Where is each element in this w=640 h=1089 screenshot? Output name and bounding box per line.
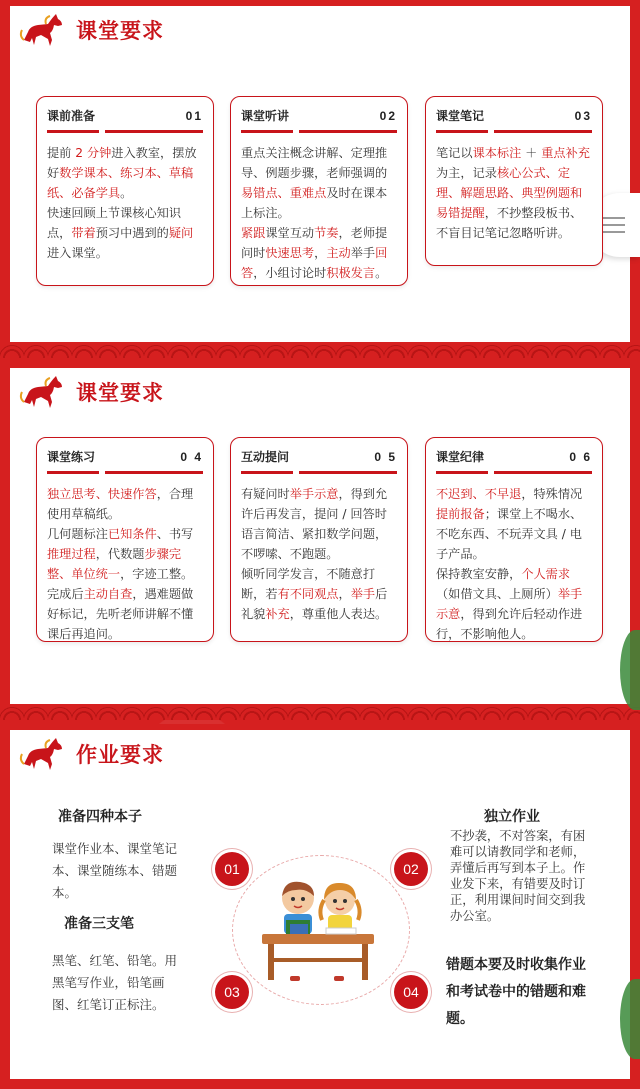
horse-logo-icon bbox=[16, 372, 68, 412]
body-text: （如借文具、上厕所） bbox=[436, 587, 558, 601]
scallop-border bbox=[0, 704, 640, 720]
body-text: 几何题标注 bbox=[47, 527, 108, 541]
card-number: 0 5 bbox=[374, 450, 397, 464]
highlight-text: 举手 bbox=[350, 587, 376, 601]
slide-header bbox=[16, 10, 164, 50]
card-paragraph bbox=[436, 143, 592, 243]
card-paragraph bbox=[436, 484, 592, 564]
body-text: 、书写 bbox=[156, 527, 194, 541]
highlight-text: 快速思考 bbox=[265, 246, 315, 260]
card-paragraph bbox=[241, 484, 397, 564]
body-text: ，代数题 bbox=[95, 547, 145, 561]
card-paragraph bbox=[47, 584, 203, 644]
card-header bbox=[241, 107, 397, 127]
card-header bbox=[436, 107, 592, 127]
highlight-text: 主动自查 bbox=[83, 587, 133, 601]
card-body bbox=[47, 143, 203, 263]
children-reading-illustration bbox=[256, 878, 380, 982]
card-divider bbox=[47, 471, 203, 474]
highlight-text: 重点补充 bbox=[541, 146, 590, 160]
card-number: 02 bbox=[379, 109, 397, 123]
card-body bbox=[241, 143, 397, 283]
card-title: 互动提问 bbox=[241, 450, 290, 464]
highlight-text: 紧跟 bbox=[241, 226, 266, 240]
card-number: 03 bbox=[574, 109, 592, 123]
hw-heading-independent: 独立作业 bbox=[484, 809, 540, 825]
card-header bbox=[436, 448, 592, 468]
body-text: 为主，记录 bbox=[436, 166, 497, 180]
highlight-text: 2 分钟 bbox=[75, 146, 112, 160]
highlight-text: 步骤完整、单位统一 bbox=[47, 547, 182, 581]
body-text: 倾听同学发言，不随意打断，若 bbox=[241, 567, 376, 601]
body-text: ，特殊情况 bbox=[521, 487, 583, 501]
hw-heading-pens: 准备三支笔 bbox=[64, 916, 134, 932]
highlight-text: 易错点、重难点 bbox=[241, 186, 327, 200]
highlight-text: 举手示意 bbox=[436, 587, 583, 621]
slide-title: 课堂要求 bbox=[76, 19, 164, 43]
number-badge-02: 02 bbox=[394, 852, 428, 886]
body-text: ， bbox=[338, 587, 351, 601]
highlight-text: 有不同观点 bbox=[277, 587, 339, 601]
highlight-text: 独立思考、快速作答 bbox=[47, 487, 157, 501]
hw-text-independent: 不抄袭，不对答案，有困难可以请教同学和老师，弄懂后再写到本子上。作业发下来，有错要及时订正，利用课间时间交到我办公室。 bbox=[450, 829, 586, 923]
body-text: 完成后 bbox=[47, 587, 84, 601]
slide-header bbox=[16, 734, 164, 774]
horse-logo-icon bbox=[16, 10, 68, 50]
card-body bbox=[47, 484, 203, 644]
card-title: 课堂练习 bbox=[47, 450, 96, 464]
requirement-card bbox=[36, 437, 214, 642]
card-title: 课前准备 bbox=[47, 109, 96, 123]
highlight-text: 疑问 bbox=[168, 226, 194, 240]
highlight-text: 主动 bbox=[326, 246, 351, 260]
card-header bbox=[47, 107, 203, 127]
highlight-text: 个人需求 bbox=[521, 567, 571, 581]
card-paragraph bbox=[241, 223, 397, 283]
body-text: ，字迹工整。 bbox=[120, 567, 194, 581]
highlight-text: 举手示意 bbox=[289, 487, 339, 501]
card-paragraph bbox=[436, 564, 592, 644]
body-text: 重点关注概念讲解、定理推导、例题步骤，老师强调的 bbox=[241, 146, 388, 180]
body-text: ，小组讨论时 bbox=[253, 266, 327, 280]
hw-heading-notebooks: 准备四种本子 bbox=[58, 809, 142, 825]
number-badge-01: 01 bbox=[215, 852, 249, 886]
body-text: ，合理使用草稿纸。 bbox=[47, 487, 194, 521]
highlight-text: 提前报备 bbox=[436, 507, 485, 521]
hw-text-mistakes: 错题本要及时收集作业和考试卷中的错题和难题。 bbox=[446, 957, 586, 1027]
requirement-card bbox=[230, 96, 408, 286]
card-paragraph bbox=[241, 143, 397, 223]
card-divider bbox=[241, 471, 397, 474]
card-number: 01 bbox=[185, 109, 203, 123]
hw-text-notebooks: 课堂作业本、课堂笔记本、课堂随练本、错题本。 bbox=[52, 841, 178, 900]
highlight-text: 推理过程 bbox=[47, 547, 96, 561]
card-paragraph bbox=[241, 564, 397, 624]
highlight-text: 节奏 bbox=[314, 226, 339, 240]
card-header bbox=[47, 448, 203, 468]
highlight-text: 课本标注 bbox=[472, 146, 522, 160]
card-paragraph bbox=[47, 203, 203, 263]
number-badge-04: 04 bbox=[394, 975, 428, 1009]
slide-title: 课堂要求 bbox=[76, 381, 164, 405]
highlight-text: 不迟到、不早退 bbox=[436, 487, 522, 501]
body-text: 预习中遇到的 bbox=[95, 226, 169, 240]
card-paragraph bbox=[47, 524, 203, 584]
card-title: 课堂听讲 bbox=[241, 109, 290, 123]
body-text: 提前 bbox=[47, 146, 76, 160]
card-divider bbox=[436, 130, 592, 133]
requirement-card bbox=[425, 96, 603, 266]
requirement-card bbox=[230, 437, 408, 642]
highlight-text: 补充 bbox=[265, 607, 290, 621]
highlight-text: 已知条件 bbox=[107, 527, 157, 541]
hw-text-pens: 黑笔、红笔、铅笔。用黑笔写作业，铅笔画图、红笔订正标注。 bbox=[52, 953, 178, 1012]
horse-logo-icon bbox=[16, 734, 68, 774]
highlight-text: 数学课本、练习本、草稿纸、必备学具 bbox=[47, 166, 194, 200]
body-text: 举手 bbox=[350, 246, 376, 260]
body-text: 进入课堂。 bbox=[47, 246, 108, 260]
card-number: 0 4 bbox=[180, 450, 203, 464]
body-text: 及时在课本上标注。 bbox=[241, 186, 388, 220]
card-body bbox=[436, 143, 592, 243]
number-badge-03: 03 bbox=[215, 975, 249, 1009]
body-text: ＋ bbox=[521, 146, 542, 160]
card-paragraph bbox=[47, 484, 203, 524]
card-header bbox=[241, 448, 397, 468]
card-body bbox=[436, 484, 592, 644]
body-text: ，得到允许后再发言，提问 / 回答时语言简洁、紧扣数学问题，不啰嗦、不跑题。 bbox=[241, 487, 388, 561]
card-title: 课堂笔记 bbox=[436, 109, 485, 123]
card-paragraph bbox=[47, 143, 203, 203]
body-text: 快速回顾上节课核心知识点， bbox=[47, 206, 182, 240]
card-divider bbox=[47, 130, 203, 133]
menu-icon bbox=[603, 217, 625, 219]
body-text: ；课堂上不喝水、不吃东西、不玩弄文具 / 电子产品。 bbox=[436, 507, 583, 561]
card-title: 课堂纪律 bbox=[436, 450, 485, 464]
card-divider bbox=[436, 471, 592, 474]
requirement-card bbox=[425, 437, 603, 642]
card-number: 0 6 bbox=[569, 450, 592, 464]
body-text: ，老师提问时 bbox=[241, 226, 388, 260]
body-text: 。 bbox=[375, 266, 388, 280]
card-body bbox=[241, 484, 397, 624]
body-text: ，得到允许后轻动作进行，不影响他人。 bbox=[436, 607, 583, 641]
highlight-text: 核心公式、定理、解题思路、典型例题和易错提醒 bbox=[436, 166, 583, 220]
body-text: 后礼貌 bbox=[241, 587, 388, 621]
requirement-card bbox=[36, 96, 214, 286]
body-text: 。 bbox=[120, 186, 133, 200]
body-text: 保持教室安静， bbox=[436, 567, 522, 581]
highlight-text: 回答 bbox=[241, 246, 388, 280]
body-text: 课堂互动 bbox=[265, 226, 315, 240]
card-divider bbox=[241, 130, 397, 133]
scallop-border bbox=[0, 342, 640, 358]
body-text: 有疑问时 bbox=[241, 487, 290, 501]
body-text: 笔记以 bbox=[436, 146, 473, 160]
body-text: ，不抄整段板书、不盲目记笔记忽略听讲。 bbox=[436, 206, 583, 240]
body-text: ，尊重他人表达。 bbox=[289, 607, 388, 621]
highlight-text: 积极发言 bbox=[326, 266, 376, 280]
body-text: ，遇难题做好标记，先听老师讲解不懂课后再追问。 bbox=[47, 587, 194, 641]
slide-header bbox=[16, 372, 164, 412]
slide-title: 作业要求 bbox=[76, 743, 164, 767]
body-text: 进入教室，摆放好 bbox=[47, 146, 197, 180]
body-text: ， bbox=[314, 246, 327, 260]
highlight-text: 带着 bbox=[71, 226, 96, 240]
